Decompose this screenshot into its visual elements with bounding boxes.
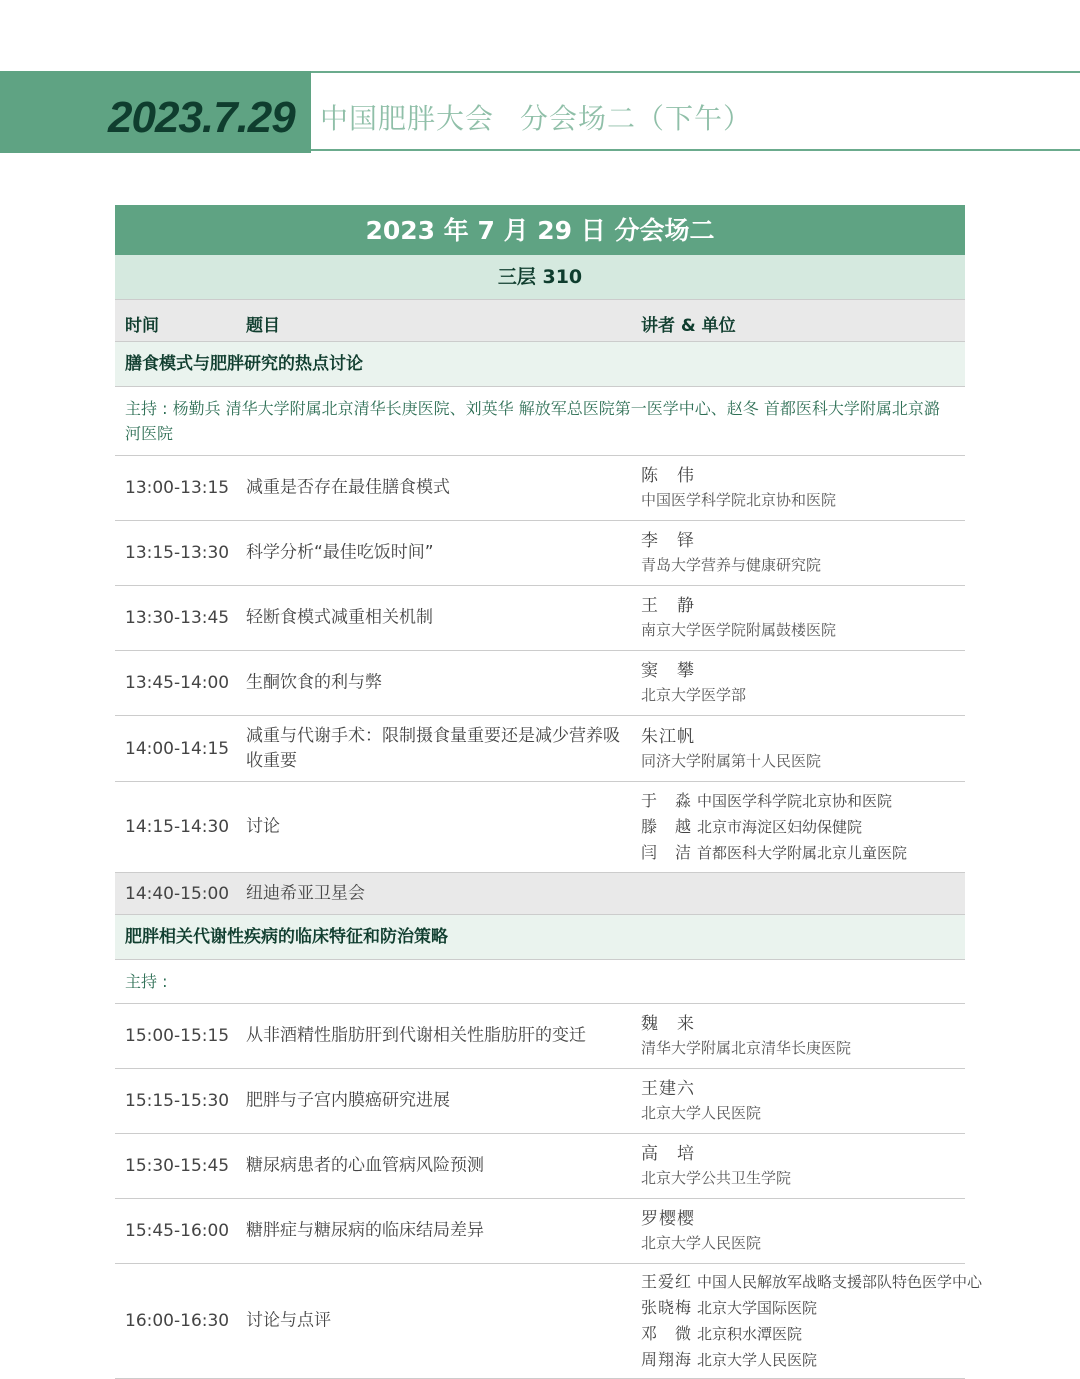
row-time: 14:15-14:30 <box>125 817 230 837</box>
table-row <box>115 1134 965 1199</box>
row-topic: 讨论与点评 <box>246 1310 331 1331</box>
speaker-unit: 中国医学科学院北京协和医院 <box>641 491 837 509</box>
conference-title <box>320 97 752 137</box>
speaker-unit: 中国医学科学院北京协和医院 <box>697 792 893 810</box>
row-speaker <box>641 788 961 866</box>
discussant <box>641 814 961 840</box>
row-speaker <box>641 1269 983 1373</box>
speaker-name: 滕 越 <box>641 817 693 836</box>
discussant <box>641 1347 961 1373</box>
table-row <box>115 456 965 521</box>
row-speaker <box>641 529 961 577</box>
session-name: 分会场二（下午） <box>520 102 753 135</box>
table-row <box>115 651 965 716</box>
chair-line: 主持 : 杨勤兵 清华大学附属北京清华长庚医院、刘英华 解放军总医院第一医学中心、赵冬 首都医科大学附属北京潞河医院 <box>115 387 965 456</box>
speaker-unit: 首都医科大学附属北京儿童医院 <box>697 844 908 862</box>
speaker-name: 邓 微 <box>641 1324 693 1343</box>
row-time: 13:00-13:15 <box>125 478 230 498</box>
row-topic: 轻断食模式减重相关机制 <box>246 607 433 628</box>
speaker-name: 张晓梅 <box>641 1298 693 1317</box>
satellite-row <box>115 873 965 915</box>
table-row <box>115 1069 965 1134</box>
row-speaker <box>641 1012 961 1060</box>
date-label: 2023.7.29 <box>108 93 295 142</box>
row-speaker <box>641 1142 961 1190</box>
row-topic: 生酮饮食的利与弊 <box>246 672 382 693</box>
schedule-table <box>115 205 983 1379</box>
column-header <box>115 300 965 342</box>
speaker-unit: 北京大学国际医院 <box>697 1299 818 1317</box>
row-speaker <box>641 725 961 773</box>
speaker-name: 陈 伟 <box>641 466 695 486</box>
discussant <box>641 1269 983 1295</box>
row-time: 13:45-14:00 <box>125 673 230 693</box>
speaker-unit: 北京大学人民医院 <box>641 1104 762 1122</box>
table-row <box>115 521 965 586</box>
table-row <box>115 1264 983 1379</box>
speaker-unit: 北京大学公共卫生学院 <box>641 1169 792 1187</box>
speaker-name: 朱江帆 <box>641 726 695 747</box>
row-time: 15:00-15:15 <box>125 1026 230 1046</box>
section-title: 肥胖相关代谢性疾病的临床特征和防治策略 <box>115 915 965 960</box>
table-row <box>115 1199 965 1264</box>
speaker-unit: 中国人民解放军战略支援部队特色医学中心 <box>697 1273 983 1291</box>
row-speaker <box>641 594 961 642</box>
speaker-unit: 北京大学人民医院 <box>641 1234 762 1252</box>
row-topic: 讨论 <box>246 816 280 837</box>
chair-line: 主持 : <box>115 960 965 1004</box>
column-topic: 题目 <box>246 316 280 336</box>
speaker-name: 周翔海 <box>641 1350 693 1369</box>
speaker-unit: 北京市海淀区妇幼保健院 <box>697 818 863 836</box>
table-banner: 2023 年 7 月 29 日 分会场二 <box>115 205 965 255</box>
row-topic: 糖尿病患者的心血管病风险预测 <box>246 1155 484 1176</box>
speaker-unit: 南京大学医学院附属鼓楼医院 <box>641 621 837 639</box>
page-header <box>0 71 1080 151</box>
row-topic: 减重与代谢手术：限制摄食量重要还是减少营养吸收重要 <box>246 725 620 771</box>
column-time: 时间 <box>125 316 159 336</box>
discussant <box>641 1295 961 1321</box>
row-topic: 减重是否存在最佳膳食模式 <box>246 477 450 498</box>
speaker-unit: 清华大学附属北京清华长庚医院 <box>641 1039 852 1057</box>
row-time: 16:00-16:30 <box>125 1311 230 1331</box>
speaker-name: 闫 洁 <box>641 843 693 862</box>
speaker-name: 李 铎 <box>641 531 695 551</box>
row-time: 15:15-15:30 <box>125 1091 230 1111</box>
speaker-name: 王建六 <box>641 1079 695 1099</box>
row-time: 13:30-13:45 <box>125 608 230 628</box>
row-speaker <box>641 1077 961 1125</box>
row-topic: 糖胖症与糖尿病的临床结局差异 <box>246 1220 484 1241</box>
discussant <box>641 788 961 814</box>
speaker-unit: 北京积水潭医院 <box>697 1325 803 1343</box>
speaker-name: 罗樱樱 <box>641 1209 695 1229</box>
speaker-unit: 北京大学医学部 <box>641 686 747 704</box>
row-speaker <box>641 1207 961 1255</box>
row-time: 14:40-15:00 <box>125 883 230 904</box>
speaker-name: 高 培 <box>641 1144 695 1164</box>
row-time: 13:15-13:30 <box>125 543 230 563</box>
date-block <box>0 71 311 153</box>
speaker-unit: 青岛大学营养与健康研究院 <box>641 556 822 574</box>
row-topic: 肥胖与子宫内膜癌研究进展 <box>246 1090 450 1111</box>
speaker-name: 王 静 <box>641 596 695 616</box>
speaker-name: 王爱红 <box>641 1272 693 1291</box>
speaker-unit: 北京大学人民医院 <box>697 1351 818 1369</box>
speaker-name: 魏 来 <box>641 1014 695 1034</box>
row-speaker <box>641 464 961 512</box>
room-label: 三层 310 <box>115 255 965 300</box>
row-speaker <box>641 659 961 707</box>
row-time: 14:00-14:15 <box>125 738 230 759</box>
row-topic: 科学分析“最佳吃饭时间” <box>246 542 434 563</box>
speaker-unit: 同济大学附属第十人民医院 <box>641 751 822 770</box>
column-speaker: 讲者 & 单位 <box>641 316 736 336</box>
table-row <box>115 586 965 651</box>
discussant <box>641 1321 961 1347</box>
table-row <box>115 782 965 873</box>
conference-name: 中国肥胖大会 <box>320 102 495 135</box>
table-row <box>115 1004 965 1069</box>
speaker-name: 于 淼 <box>641 791 693 810</box>
row-time: 15:45-16:00 <box>125 1221 230 1241</box>
speaker-name: 窦 攀 <box>641 661 695 681</box>
discussant <box>641 840 961 866</box>
table-row <box>115 716 965 782</box>
section-title: 膳食模式与肥胖研究的热点讨论 <box>115 342 965 387</box>
row-topic: 从非酒精性脂肪肝到代谢相关性脂肪肝的变迁 <box>246 1025 586 1046</box>
row-time: 15:30-15:45 <box>125 1156 230 1176</box>
row-topic: 纽迪希亚卫星会 <box>246 883 365 903</box>
